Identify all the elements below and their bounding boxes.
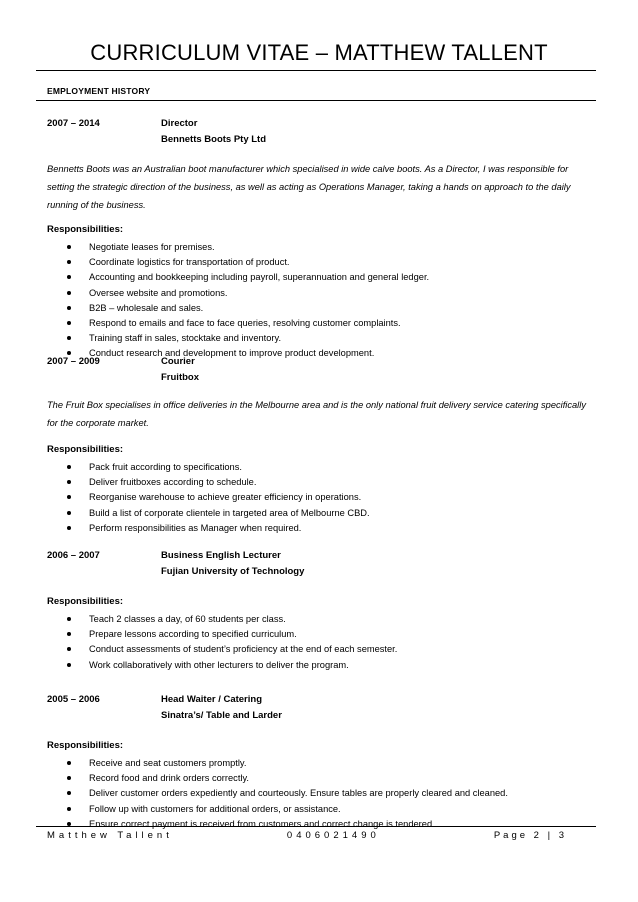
job-dates: 2006 – 2007 xyxy=(47,550,100,561)
job-role: Head Waiter / Catering xyxy=(161,694,263,705)
list-item: Receive and seat customers promptly. xyxy=(47,756,587,771)
job-role: Director xyxy=(161,118,198,129)
list-item: Perform responsibilities as Manager when required. xyxy=(47,521,587,536)
list-item: Negotiate leases for premises. xyxy=(47,240,587,255)
job-role: Courier xyxy=(161,356,195,367)
list-item: Record food and drink orders correctly. xyxy=(47,771,587,786)
job-role: Business English Lecturer xyxy=(161,550,281,561)
job-entry xyxy=(47,354,587,536)
title-rule xyxy=(36,70,596,71)
responsibilities-list xyxy=(47,460,587,536)
list-item: Prepare lessons according to specified curriculum. xyxy=(47,627,587,642)
job-header xyxy=(47,548,587,580)
responsibilities-list xyxy=(47,612,587,673)
list-item: Conduct assessments of student’s proficiency at the end of each semester. xyxy=(47,642,587,657)
footer-rule xyxy=(36,826,596,827)
section-rule xyxy=(36,100,596,101)
job-dates: 2005 – 2006 xyxy=(47,694,100,705)
job-company: Fruitbox xyxy=(161,372,199,383)
responsibilities-label: Responsibilities: xyxy=(47,224,124,235)
responsibilities-label: Responsibilities: xyxy=(47,444,124,455)
responsibilities-list xyxy=(47,240,587,362)
list-item: Accounting and bookkeeping including payroll, superannuation and general ledger. xyxy=(47,270,587,285)
list-item: Ensure correct payment is received from customers and correct change is tendered. xyxy=(47,817,587,832)
list-item: Reorganise warehouse to achieve greater efficiency in operations. xyxy=(47,490,587,505)
page-title: CURRICULUM VITAE – MATTHEW TALLENT xyxy=(90,40,548,65)
job-header xyxy=(47,692,587,724)
responsibilities-list xyxy=(47,756,587,832)
page-footer xyxy=(47,830,567,841)
job-description: Bennetts Boots was an Australian boot manufacturer which specialised in wide calve boots. As a Director, I was responsible for setting the strategic direction of the business, as well as acting as Operations Manager, taking a hands on approach to the daily running of the business. xyxy=(47,164,571,210)
list-item: Coordinate logistics for transportation of product. xyxy=(47,255,587,270)
responsibilities-label: Responsibilities: xyxy=(47,740,124,751)
footer-phone: 0406021490 xyxy=(286,830,380,841)
list-item: Work collaboratively with other lecturers to deliver the program. xyxy=(47,658,587,673)
list-item: Follow up with customers for additional orders, or assistance. xyxy=(47,802,587,817)
job-title-block xyxy=(161,548,304,580)
job-header xyxy=(47,354,587,386)
job-entry xyxy=(47,116,587,362)
list-item: Deliver fruitboxes according to schedule. xyxy=(47,475,587,490)
list-item: Teach 2 classes a day, of 60 students per class. xyxy=(47,612,587,627)
job-description: The Fruit Box specialises in office deliveries in the Melbourne area and is the only national fruit delivery service catering specifically for the corporate market. xyxy=(47,400,586,428)
list-item: Pack fruit according to specifications. xyxy=(47,460,587,475)
list-item: Respond to emails and face to face queries, resolving customer complaints. xyxy=(47,316,587,331)
responsibilities-label: Responsibilities: xyxy=(47,596,124,607)
list-item: Oversee website and promotions. xyxy=(47,286,587,301)
job-dates: 2007 – 2009 xyxy=(47,356,100,367)
job-header xyxy=(47,116,587,148)
section-heading: EMPLOYMENT HISTORY xyxy=(47,86,151,96)
job-entry xyxy=(47,548,587,673)
job-company: Fujian University of Technology xyxy=(161,566,305,577)
job-company: Sinatra’s/ Table and Larder xyxy=(161,710,282,721)
footer-page-number: Page 2 | 3 xyxy=(493,830,567,841)
job-title-block xyxy=(161,692,282,724)
list-item: Conduct research and development to improve product development. xyxy=(47,346,587,361)
list-item: Training staff in sales, stocktake and inventory. xyxy=(47,331,587,346)
job-title-block xyxy=(161,116,266,148)
job-dates: 2007 – 2014 xyxy=(47,118,100,129)
list-item: Build a list of corporate clientele in targeted area of Melbourne CBD. xyxy=(47,506,587,521)
list-item: Deliver customer orders expediently and courteously. Ensure tables are properly cleared and cleaned. xyxy=(47,786,587,801)
job-company: Bennetts Boots Pty Ltd xyxy=(161,134,267,145)
list-item: B2B – wholesale and sales. xyxy=(47,301,587,316)
footer-name: Matthew Tallent xyxy=(47,830,173,841)
job-entry xyxy=(47,692,587,832)
job-title-block xyxy=(161,354,199,386)
